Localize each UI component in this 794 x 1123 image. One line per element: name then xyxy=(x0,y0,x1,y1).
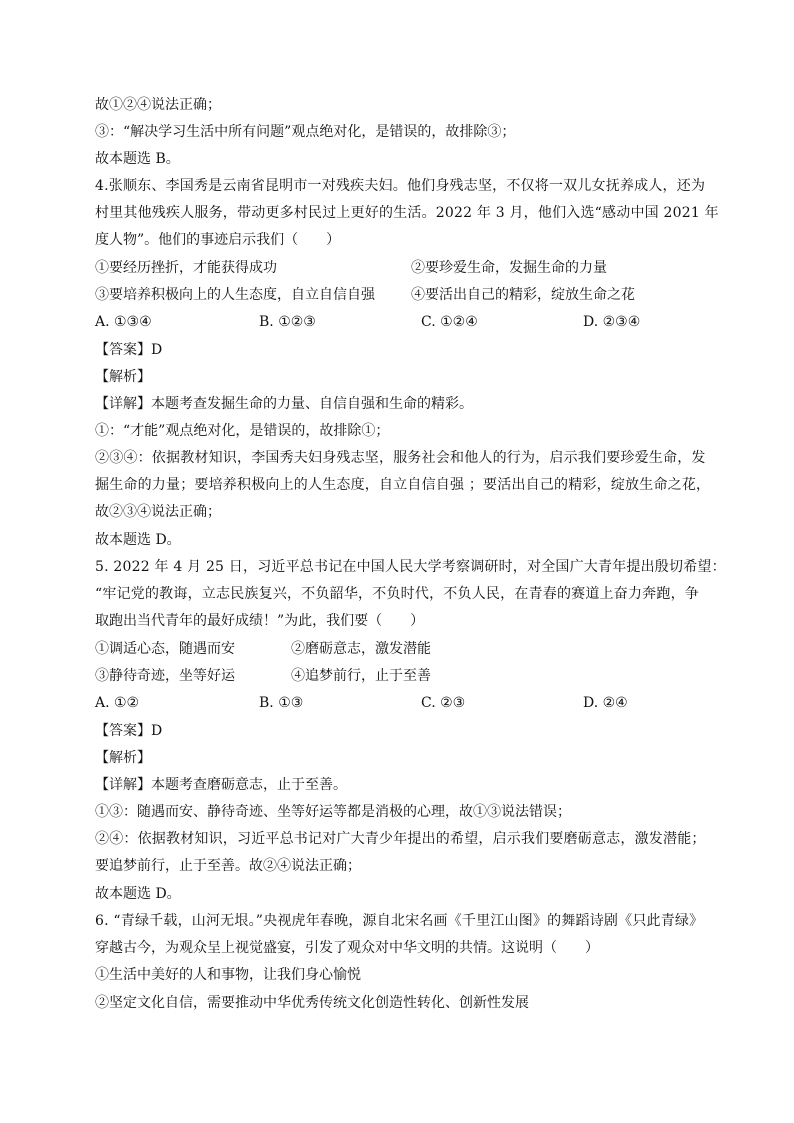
q4-analysis: 【解析】 xyxy=(95,369,151,385)
q5-option: ②磨砺意志，激发潜能 xyxy=(291,641,431,657)
q6-stem: 穿越古今，为观众呈上视觉盛宴，引发了观众对中华文明的共情。这说明（ ） xyxy=(95,940,599,956)
q5-explanation: 故本题选 D。 xyxy=(95,886,181,902)
q4-explanation: 掘生命的力量；要培养积极向上的人生态度，自立自信自强 ；要活出自己的精彩，绽放生命之花， xyxy=(95,477,711,493)
q5-detail: 【详解】本题考查磨砺意志，止于至善。 xyxy=(95,777,347,793)
q5-choice-c: C. ②③ xyxy=(421,695,466,711)
q5-option: ③静待奇迹，坐等好运 xyxy=(95,668,235,684)
q5-explanation: ①③：随遇而安、静待奇迹、坐等好运等都是消极的心理，故①③说法错误； xyxy=(95,804,571,820)
q4-answer: 【答案】D xyxy=(95,342,163,358)
q4-explanation: 故本题选 D。 xyxy=(95,532,181,548)
q4-choice-d: D. ②③④ xyxy=(583,314,641,330)
q4-option: ④要活出自己的精彩，绽放生命之花 xyxy=(411,287,635,303)
q6-stem: 6. “青绿千载，山河无垠。”央视虎年春晚，源自北宋名画《千里江山图》的舞蹈诗剧《只此青绿》 xyxy=(95,913,704,929)
q4-explanation: ①：“才能”观点绝对化，是错误的，故排除①； xyxy=(95,423,390,439)
q6-option: ①生活中美好的人和事物，让我们身心愉悦 xyxy=(95,967,361,983)
q5-choice-d: D. ②④ xyxy=(583,695,628,711)
text-line: 故①②④说法正确； xyxy=(95,97,221,113)
q5-stem: “牢记党的教诲，立志民族复兴，不负韶华，不负时代，不负人民，在青春的赛道上奋力奔跑，争 xyxy=(95,586,699,602)
q5-choice-b: B. ①③ xyxy=(259,695,304,711)
q5-explanation: 要追梦前行，止于至善。故②④说法正确； xyxy=(95,858,361,874)
q5-option: ①调适心态，随遇而安 xyxy=(95,641,235,657)
q5-option: ④追梦前行，止于至善 xyxy=(291,668,431,684)
q6-option: ②坚定文化自信，需要推动中华优秀传统文化创造性转化、创新性发展 xyxy=(95,995,529,1011)
q4-choice-c: C. ①②④ xyxy=(421,314,478,330)
q4-stem: 村里其他残疾人服务，带动更多村民过上更好的生活。2022 年 3 月，他们入选“感动中国 2021 年 xyxy=(95,205,719,221)
q5-stem: 取跑出当代青年的最好成绩！”为此，我们要（ ） xyxy=(95,613,425,629)
q4-choice-b: B. ①②③ xyxy=(259,314,316,330)
q4-stem: 度人物”。他们的事迹启示我们（ ） xyxy=(95,232,341,248)
text-line: 故本题选 B。 xyxy=(95,151,180,167)
q4-explanation: ②③④：依据教材知识，李国秀夫妇身残志坚，服务社会和他人的行为，启示我们要珍爱生命，发 xyxy=(95,450,706,466)
q4-option: ②要珍爱生命，发掘生命的力量 xyxy=(411,260,607,276)
q4-choice-a: A. ①③④ xyxy=(95,314,152,330)
q4-option: ③要培养积极向上的人生态度，自立自信自强 xyxy=(95,287,375,303)
q4-detail: 【详解】本题考查发掘生命的力量、自信自强和生命的精彩。 xyxy=(95,396,473,412)
text-line: ③：“解决学习生活中所有问题”观点绝对化，是错误的，故排除③； xyxy=(95,124,516,140)
q5-analysis: 【解析】 xyxy=(95,750,151,766)
q5-explanation: ②④：依据教材知识，习近平总书记对广大青少年提出的希望，启示我们要磨砺意志，激发潜能； xyxy=(95,831,706,847)
q5-choice-a: A. ①② xyxy=(95,695,140,711)
q5-stem: 5. 2022 年 4 月 25 日，习近平总书记在中国人民大学考察调研时，对全国广大青年提出殷切希望： xyxy=(95,559,726,575)
q4-option: ①要经历挫折，才能获得成功 xyxy=(95,260,277,276)
q5-answer: 【答案】D xyxy=(95,723,163,739)
q4-stem: 4.张顺东、李国秀是云南省昆明市一对残疾夫妇。他们身残志坚，不仅将一双儿女抚养成人，还为 xyxy=(95,178,706,194)
q4-explanation: 故②③④说法正确； xyxy=(95,504,221,520)
